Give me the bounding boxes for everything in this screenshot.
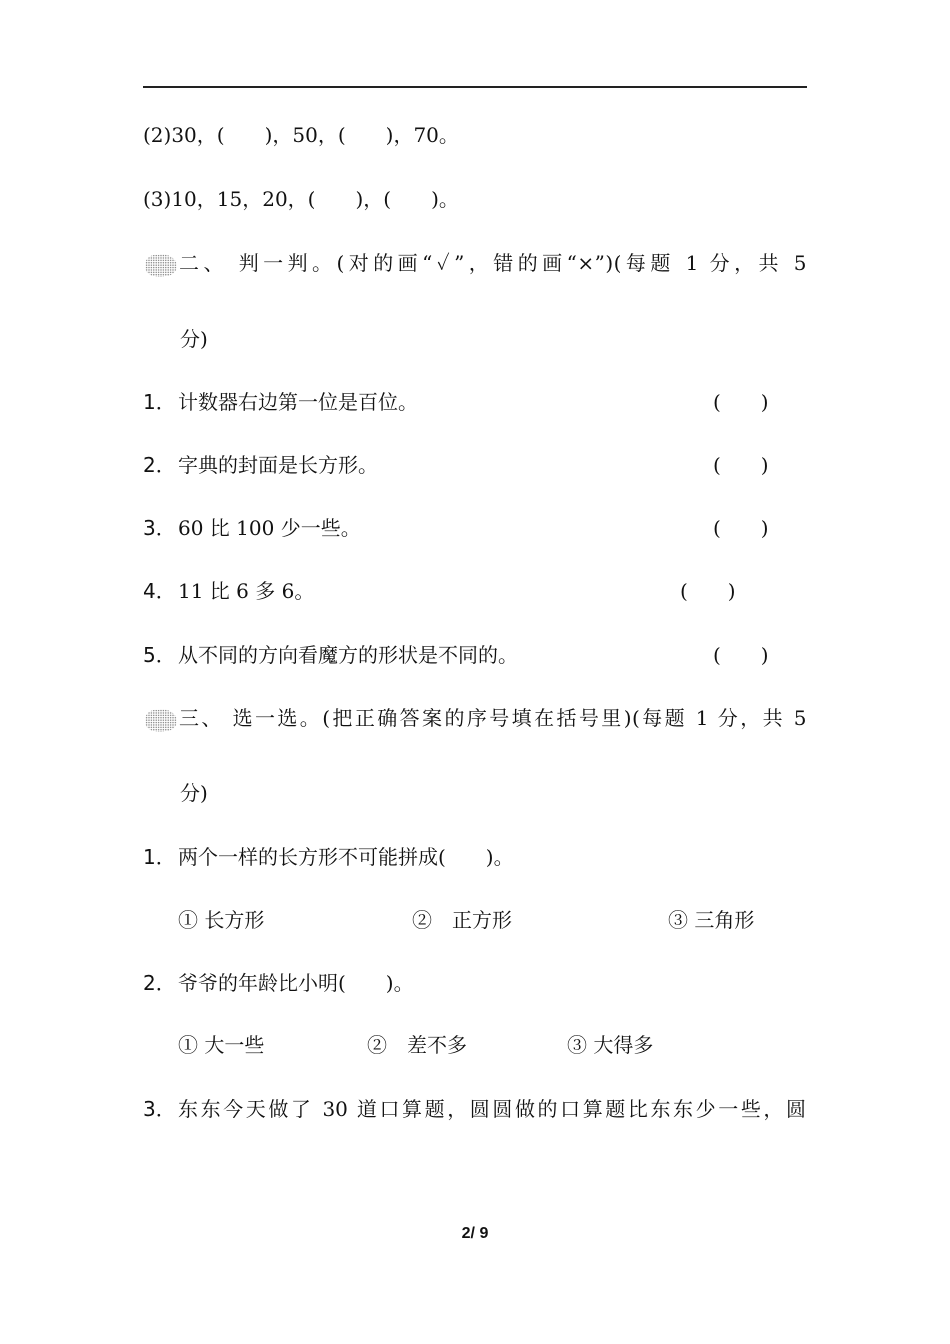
item-number: 2． [143,453,176,477]
section-2-heading [143,249,807,277]
item-number: 5． [143,643,176,667]
option-2c[interactable]: ③ 大得多 [567,1033,654,1057]
header-rule [143,86,807,88]
option-1a[interactable]: ① 长方形 [178,908,265,932]
section-3-title-cont: 分) [180,781,208,805]
judge-item-5: 从不同的方向看魔方的形状是不同的。 [178,643,518,667]
answer-blank-4[interactable]: ( ) [680,579,736,603]
section-icon [143,252,179,278]
section-2-title-cont: 分) [180,327,208,351]
item-number: 4． [143,579,176,603]
answer-blank-2[interactable]: ( ) [713,453,769,477]
fill-line-3: (3)10，15，20，( )，( )。 [143,187,459,211]
choice-question-2: 爷爷的年龄比小明( )。 [178,971,414,995]
item-number: 1． [143,390,176,414]
judge-item-4: 11 比 6 多 6。 [178,579,315,603]
section-icon [143,707,179,733]
answer-blank-1[interactable]: ( ) [713,390,769,414]
answer-blank-5[interactable]: ( ) [713,643,769,667]
option-2b[interactable]: ② 差不多 [367,1033,467,1057]
item-number: 1． [143,845,176,869]
fill-line-2: (2)30，( )，50，( )，70。 [143,123,459,147]
judge-item-1: 计数器右边第一位是百位。 [178,390,418,414]
item-number: 3． [143,516,176,540]
option-1c[interactable]: ③ 三角形 [668,908,755,932]
judge-item-2: 字典的封面是长方形。 [178,453,378,477]
answer-blank-3[interactable]: ( ) [713,516,769,540]
choice-question-3: 东东今天做了 30 道口算题，圆圆做的口算题比东东少一些，圆 [178,1097,806,1121]
page-number: 2/ 9 [461,1225,489,1242]
section-3-title: 三、 选一选。(把正确答案的序号填在括号里)(每题 1 分，共 5 [179,706,807,730]
option-1b[interactable]: ② 正方形 [412,908,512,932]
choice-question-1: 两个一样的长方形不可能拼成( )。 [178,845,514,869]
section-3-heading [143,704,807,732]
item-number: 3． [143,1097,176,1121]
option-2a[interactable]: ① 大一些 [178,1033,265,1057]
section-2-title: 二、 判一判。(对的画“✓”，错的画“×”)(每题 1 分，共 5 [179,251,807,275]
judge-item-3: 60 比 100 少一些。 [178,516,361,540]
item-number: 2． [143,971,176,995]
